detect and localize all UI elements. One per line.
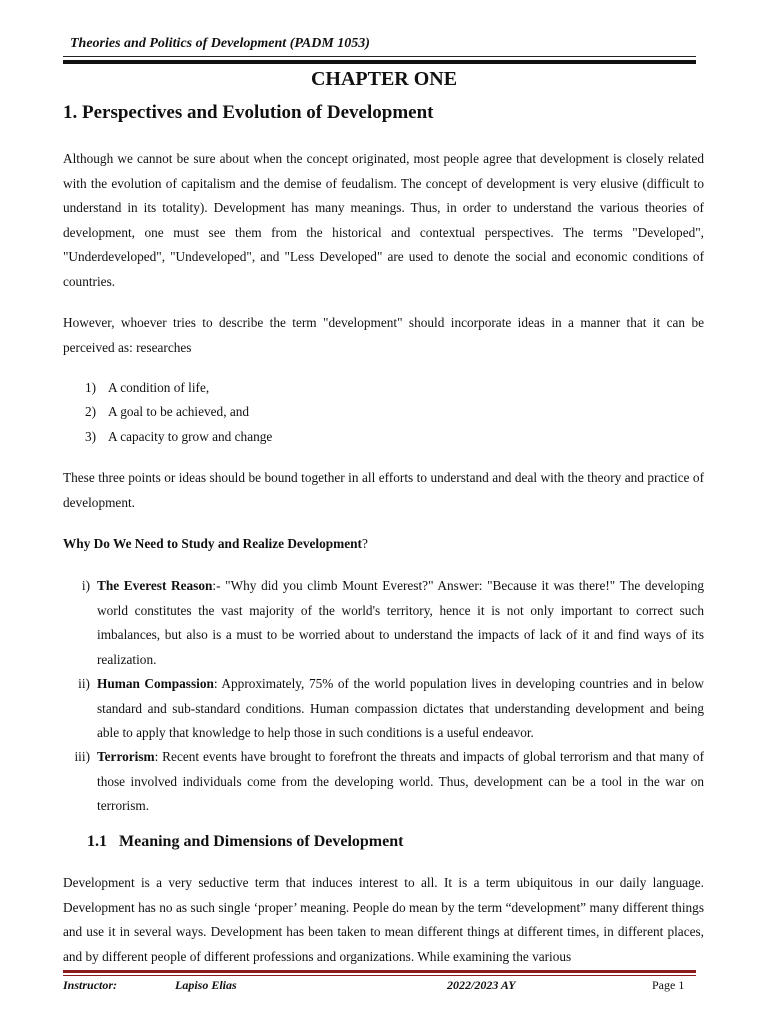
list-item-text: A goal to be achieved, and xyxy=(108,404,250,419)
reason-number: ii) xyxy=(78,676,90,691)
why-heading-suffix: ? xyxy=(361,536,368,551)
list-item-text: A condition of life, xyxy=(108,380,210,395)
running-header: Theories and Politics of Development (PADM 1053) xyxy=(70,36,370,51)
intro-paragraph-3: These three points or ideas should be bound together in all efforts to understand and deal with the theory and practice of development. xyxy=(63,470,704,510)
intro-paragraph-2: However, whoever tries to describe the term "development" should incorporate ideas in a manner that it can be perceived as: researches xyxy=(63,315,704,355)
header-rule-thick xyxy=(63,60,696,64)
reason-term: The Everest Reason xyxy=(97,578,213,593)
footer-rule xyxy=(63,975,696,976)
reason-body: Approximately, 75% of the world population lives in developing countries and in below standard and sub-standard conditions. Human compassion dictates that understanding development and being able to apply that knowledge to help those in such conditions is a useful endeavor. xyxy=(97,676,705,741)
footer-instructor-label: Instructor: xyxy=(63,978,118,992)
reason-body: Recent events have brought to forefront the threats and impacts of global terrorism and that many of those involved individuals come from the developing world. Thus, development can be a tool in the war on terrorism. xyxy=(97,749,704,814)
list-item-number: 1) xyxy=(85,380,97,395)
reason-separator: : xyxy=(213,676,222,691)
reason-body: "Why did you climb Mount Everest?" Answer: "Because it was there!" The developing world constitutes the vast majority of the world's territory, hence it is not only important to correct such imbalances, but also is a must to be worried about to understand the impacts of lack of it and find ways of its realization. xyxy=(97,578,705,667)
reason-number: iii) xyxy=(74,749,90,764)
footer-rule-thick xyxy=(63,970,696,973)
reason-term: Terrorism xyxy=(97,749,155,764)
list-item-number: 3) xyxy=(85,429,97,444)
reason-separator: : xyxy=(154,749,163,764)
reason-text xyxy=(97,745,704,819)
footer-academic-year: 2022/2023 AY xyxy=(447,978,516,992)
subsection-title: 1.1 Meaning and Dimensions of Development xyxy=(87,833,404,850)
footer-page-number: Page 1 xyxy=(652,978,685,992)
why-heading-text: Why Do We Need to Study and Realize Development xyxy=(63,536,362,551)
list-item-number: 2) xyxy=(85,404,97,419)
chapter-title: CHAPTER ONE xyxy=(310,68,458,90)
reason-text xyxy=(97,672,704,746)
section-title: 1. Perspectives and Evolution of Development xyxy=(63,102,434,123)
reason-text xyxy=(97,574,704,672)
intro-paragraph-1: Although we cannot be sure about when the concept originated, most people agree that development is closely related with the evolution of capitalism and the demise of feudalism. The concept of development is very elusive (difficult to understand in its totality). Development has many meanings. Thus, in order to understand the various theories of development, one must see them from the historical and contextual perspectives. The terms "Developed", "Underdeveloped", "Undeveloped", and "Less Developed" are used to denote the social and economic conditions of countries. xyxy=(63,151,704,289)
header-rule xyxy=(63,56,696,57)
why-heading xyxy=(63,536,368,552)
footer-instructor-name: Lapiso Elias xyxy=(175,978,237,992)
subsection-paragraph-1: Development is a very seductive term that induces interest to all. It is a term ubiquitous in our daily language. Development has no as such single ‘proper’ meaning. People do mean by the term “development” many different things and use it in several ways. Development has been taken to mean different things at different times, in different places, and by different people of different professions and organizations. While examining the various xyxy=(63,875,704,964)
reason-term: Human Compassion xyxy=(97,676,214,691)
reason-separator: :- xyxy=(212,578,226,593)
reason-number: i) xyxy=(81,578,90,593)
list-item-text: A capacity to grow and change xyxy=(108,429,273,444)
